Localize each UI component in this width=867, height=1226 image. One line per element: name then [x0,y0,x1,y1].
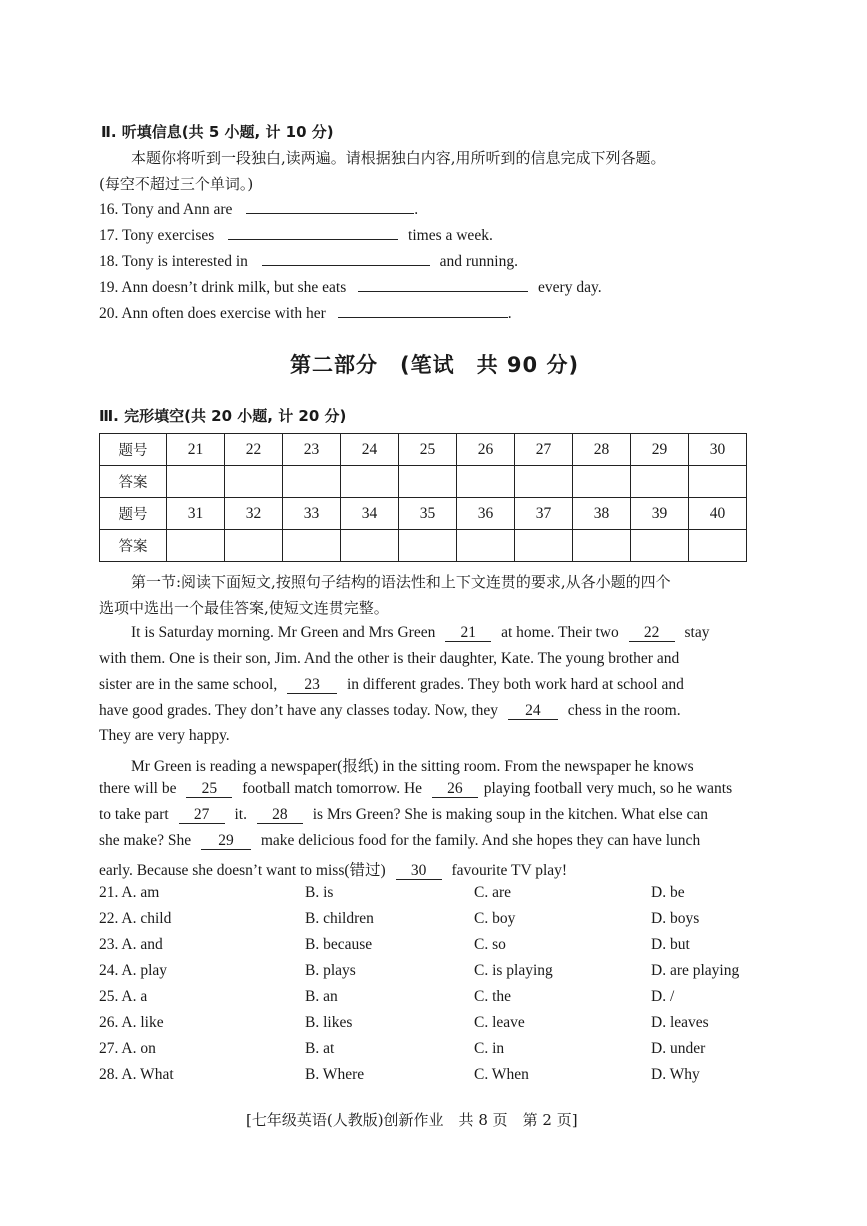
passage-text: is Mrs Green? She is making soup in the kitchen. What else can [312,806,709,823]
answer-cell[interactable] [283,466,341,498]
grid-number: 34 [341,498,399,530]
option-22-d[interactable]: D. boys [651,910,700,927]
option-21-a[interactable]: 21. A. am [99,884,160,901]
passage-line [99,676,684,694]
cloze-blank-25[interactable]: 25 [186,781,232,798]
option-26-a[interactable]: 26. A. like [99,1014,164,1031]
section-3-intro: 第一节:阅读下面短文,按照句子结构的语法性和上下文连贯的要求,从各小题的四个 [131,573,671,591]
grid-number: 37 [515,498,573,530]
passage-line [99,806,708,824]
cloze-blank-24[interactable]: 24 [508,703,558,720]
cloze-blank-30[interactable]: 30 [396,863,442,880]
answer-cell[interactable] [457,466,515,498]
question-17-blank[interactable] [228,225,398,240]
answer-cell[interactable] [689,466,747,498]
question-16 [99,199,418,219]
question-19-text: 19. Ann doesn’t drink milk, but she eats [99,279,347,296]
passage-text: They are very happy. [99,727,230,744]
question-16-text: 16. Tony and Ann are [99,201,233,218]
cloze-blank-28[interactable]: 28 [257,807,303,824]
answer-cell[interactable] [631,530,689,562]
answer-cell[interactable] [457,530,515,562]
option-27-d[interactable]: D. under [651,1040,706,1057]
grid-number: 28 [573,434,631,466]
row-label-number: 题号 [100,498,167,530]
answer-cell[interactable] [167,530,225,562]
passage-line [99,832,700,850]
option-28-c[interactable]: C. When [474,1066,529,1083]
passage-text: there will be [99,780,177,797]
grid-number: 26 [457,434,515,466]
answer-cell[interactable] [225,530,283,562]
question-20-end: . [507,305,512,322]
option-25-b[interactable]: B. an [305,988,338,1005]
option-27-b[interactable]: B. at [305,1040,335,1057]
passage-text: to take part [99,806,169,823]
passage-text: Mr Green is reading a newspaper(报纸) in the sitting room. From the newspaper he knows [131,758,694,775]
option-24-c[interactable]: C. is playing [474,962,553,979]
answer-cell[interactable] [515,530,573,562]
grid-number: 30 [689,434,747,466]
passage-line [99,858,567,880]
question-19 [99,277,602,297]
answer-grid-row-answers-1 [100,466,747,498]
question-20 [99,303,512,323]
question-18 [99,251,518,271]
passage-text: have good grades. They don’t have any classes today. Now, they [99,702,499,719]
passage-text: it. [234,806,247,823]
question-18-text: 18. Tony is interested in [99,253,248,270]
option-23-a[interactable]: 23. A. and [99,936,163,953]
question-20-text: 20. Ann often does exercise with her [99,305,326,322]
passage-line [131,754,694,776]
grid-number: 33 [283,498,341,530]
passage-text: playing football very much, so he wants [483,780,733,797]
passage-text: in different grades. They both work hard at school and [346,676,684,693]
answer-grid [99,433,747,562]
option-26-c[interactable]: C. leave [474,1014,525,1031]
cloze-blank-29[interactable]: 29 [201,833,251,850]
option-22-a[interactable]: 22. A. child [99,910,172,927]
answer-cell[interactable] [689,530,747,562]
cloze-blank-27[interactable]: 27 [179,807,225,824]
answer-cell[interactable] [399,466,457,498]
option-25-c[interactable]: C. the [474,988,512,1005]
question-18-blank[interactable] [262,251,430,266]
section-3-intro-continued: 选项中选出一个最佳答案,使短文连贯完整。 [99,599,389,617]
passage-text: sister are in the same school, [99,676,278,693]
passage-text: It is Saturday morning. Mr Green and Mrs Green [131,624,436,641]
row-label-answer: 答案 [100,466,167,498]
section-2-instruction: 本题你将听到一段独白,读两遍。请根据独白内容,用所听到的信息完成下列各题。 [131,149,666,167]
cloze-blank-21[interactable]: 21 [445,625,491,642]
question-16-end: . [414,201,419,218]
option-28-b[interactable]: B. Where [305,1066,365,1083]
passage-text: she make? She [99,832,192,849]
cloze-blank-23[interactable]: 23 [287,677,337,694]
option-23-b[interactable]: B. because [305,936,373,953]
answer-grid-row-numbers-1 [100,434,747,466]
section-3-heading: Ⅲ. 完形填空(共 20 小题, 计 20 分) [99,407,347,425]
question-16-blank[interactable] [246,199,414,214]
passage-line [99,727,230,745]
grid-number: 27 [515,434,573,466]
option-25-a[interactable]: 25. A. a [99,988,148,1005]
grid-number: 23 [283,434,341,466]
question-20-blank[interactable] [338,303,508,318]
option-28-a[interactable]: 28. A. What [99,1066,174,1083]
option-27-c[interactable]: C. in [474,1040,505,1057]
answer-cell[interactable] [573,530,631,562]
question-17-end: times a week. [408,227,493,244]
answer-grid-row-answers-2 [100,530,747,562]
answer-cell[interactable] [225,466,283,498]
grid-number: 22 [225,434,283,466]
option-23-c[interactable]: C. so [474,936,506,953]
grid-number: 39 [631,498,689,530]
cloze-blank-22[interactable]: 22 [629,625,675,642]
option-26-b[interactable]: B. likes [305,1014,353,1031]
passage-text: chess in the room. [567,702,681,719]
option-24-b[interactable]: B. plays [305,962,356,979]
passage-text: at home. Their two [501,624,619,641]
page-footer: [七年级英语(人教版)创新作业 共 8 页 第 2 页] [246,1111,578,1129]
question-17-text: 17. Tony exercises [99,227,215,244]
grid-number: 40 [689,498,747,530]
answer-grid-row-numbers-2 [100,498,747,530]
answer-cell[interactable] [573,466,631,498]
question-18-end: and running. [439,253,518,270]
passage-line [99,780,732,798]
answer-cell[interactable] [399,530,457,562]
option-24-d[interactable]: D. are playing [651,962,740,979]
section-2-note: (每空不超过三个单词。) [99,175,254,193]
grid-number: 24 [341,434,399,466]
cloze-blank-26[interactable]: 26 [432,781,478,798]
passage-line [99,702,681,720]
answer-cell[interactable] [167,466,225,498]
answer-cell[interactable] [283,530,341,562]
answer-cell[interactable] [341,530,399,562]
option-21-b[interactable]: B. is [305,884,334,901]
option-22-c[interactable]: C. boy [474,910,516,927]
grid-number: 25 [399,434,457,466]
option-21-d[interactable]: D. be [651,884,685,901]
option-23-d[interactable]: D. but [651,936,690,953]
passage-text: stay [684,624,710,641]
grid-number: 31 [167,498,225,530]
grid-number: 35 [399,498,457,530]
answer-cell[interactable] [341,466,399,498]
question-19-end: every day. [538,279,602,296]
option-25-d[interactable]: D. / [651,988,675,1005]
answer-cell[interactable] [515,466,573,498]
question-17 [99,225,493,245]
answer-cell[interactable] [631,466,689,498]
grid-number: 29 [631,434,689,466]
option-26-d[interactable]: D. leaves [651,1014,709,1031]
row-label-number: 题号 [100,434,167,466]
row-label-answer: 答案 [100,530,167,562]
passage-text: early. Because she doesn’t want to miss(错过) [99,862,386,879]
passage-text: make delicious food for the family. And she hopes they can have lunch [260,832,701,849]
option-24-a[interactable]: 24. A. play [99,962,168,979]
passage-text: football match tomorrow. He [242,780,423,797]
grid-number: 32 [225,498,283,530]
passage-line [99,650,679,668]
option-21-c[interactable]: C. are [474,884,512,901]
grid-number: 36 [457,498,515,530]
passage-text: favourite TV play! [451,862,568,879]
option-22-b[interactable]: B. children [305,910,374,927]
passage-text: with them. One is their son, Jim. And the other is their daughter, Kate. The young brother and [99,650,680,667]
question-19-blank[interactable] [358,277,528,292]
section-2-heading: Ⅱ. 听填信息(共 5 小题, 计 10 分) [101,123,334,141]
part-2-title: 第二部分 (笔试 共 90 分) [290,353,580,377]
grid-number: 21 [167,434,225,466]
option-27-a[interactable]: 27. A. on [99,1040,156,1057]
passage-line [131,624,709,642]
option-28-d[interactable]: D. Why [651,1066,700,1083]
grid-number: 38 [573,498,631,530]
